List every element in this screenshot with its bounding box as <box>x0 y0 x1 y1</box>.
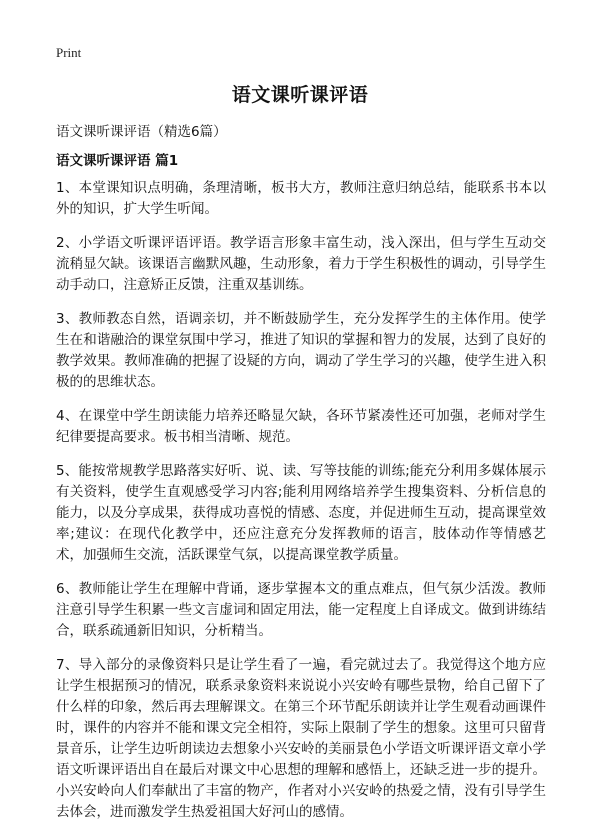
paragraph-1: 1、本堂课知识点明确，条理清晰，板书大方，教师注意归纳总结，能联系书本以外的知识，扩大学生听闻。 <box>56 180 546 217</box>
paragraph-5: 5、能按常规教学思路落实好听、说、读、写等技能的训练;能充分利用多媒体展示有关资料，使学生直观感受学习内容;能利用网络培养学生搜集资料、分析信息的能力，以及分享成果，获得成功喜悦的情感、态度，并促进师生互动，提高课堂效率;建议：在现代化教学中，还应注意充分发挥教师的语言，肢体动作等情感艺术，加强师生交流，活跃课堂气氛，以提高课堂教学质量。 <box>56 463 546 563</box>
paragraph-7: 7、导入部分的录像资料只是让学生看了一遍，看完就过去了。我觉得这个地方应让学生根据预习的情况，联系录象资料来说说小兴安岭有哪些景物，给自己留下了什么样的印象，然后再去理解课文。在第三个环节配乐朗读并让学生观看动画课件时，课件的内容并不能和课文完全相符，实际上限制了学生的想象。这里可只留背景音乐，让学生边听朗读边去想象小兴安岭的美丽景色小学语文听课评语文章小学语文听课评语出自在最后对课文中心思想的理解和感悟上，还缺乏进一步的提升。小兴安岭向人们奉献出了丰富的物产，作者对小兴安岭的热爱之情，没有引导学生去体会，进而激发学生热爱祖国大好河山的感情。 <box>56 657 546 820</box>
page-title: 语文课听课评语 <box>231 84 369 106</box>
paragraph-3: 3、教师教态自然，语调亲切，并不断鼓励学生，充分发挥学生的主体作用。使学生在和谐融洽的课堂氛围中学习，推进了知识的掌握和智力的发展，达到了良好的教学效果。教师准确的把握了设疑的方向，调动了学生学习的兴趣，使学生进入积极的的思维状态。 <box>56 311 546 390</box>
paragraph-2: 2、小学语文听课评语评语。教学语言形象丰富生动，浅入深出，但与学生互动交流稍显欠缺。该课语言幽默风趣，生动形象，着力于学生积极性的调动，引导学生动手动口，注意矫正反馈，注重双基训练。 <box>56 235 546 293</box>
section-heading: 语文课听课评语 篇1 <box>56 153 179 169</box>
print-label: Print <box>56 45 82 60</box>
document-body <box>56 178 546 836</box>
paragraph-4: 4、在课堂中学生朗读能力培养还略显欠缺，各环节紧凑性还可加强，老师对学生纪律要提高要求。板书相当清晰、规范。 <box>56 408 546 445</box>
paragraph-6: 6、教师能让学生在理解中背诵，逐步掌握本文的重点难点，但气氛少活泼。教师注意引导学生积累一些文言虚词和固定用法，能一定程度上自译成文。做到讲练结合，联系疏通新旧知识，分析精当。 <box>56 581 546 639</box>
document-subtitle: 语文课听课评语（精选6篇） <box>56 124 227 140</box>
